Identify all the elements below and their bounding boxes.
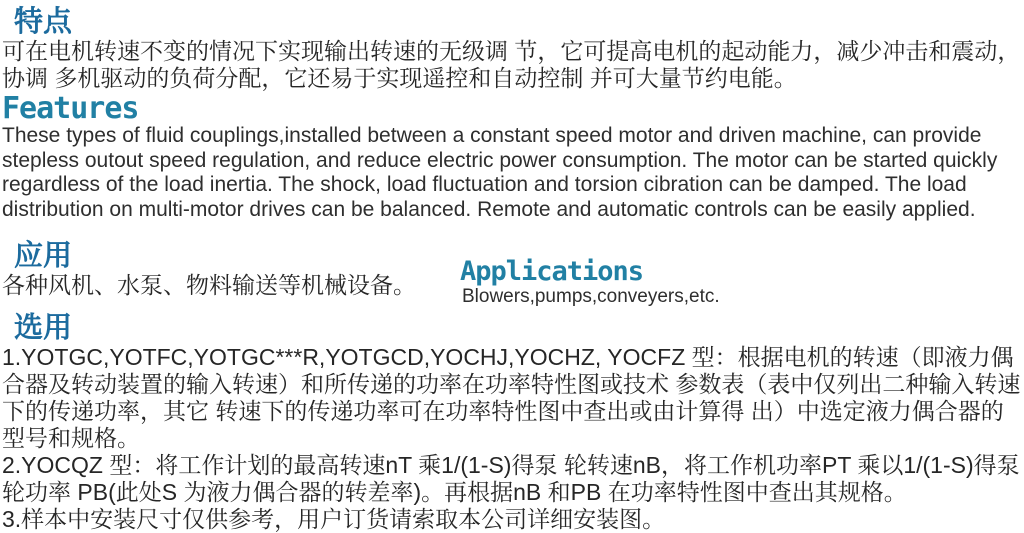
application-section [0,240,1024,307]
features-en-heading: Features [2,91,139,126]
application-en-block [460,258,722,308]
application-zh-heading: 应用 [14,240,73,272]
selection-item-3: 3.样本中安装尺寸仅供参考，用户订货请索取本公司详细安装图。 [2,506,666,532]
application-zh-text: 各种风机、水泵、物料输送等机械设备。 [2,272,416,298]
application-en-heading: Applications [460,256,644,287]
features-en-text: These types of fluid couplings,installed between a constant speed motor and driven machine, can provide stepless outout speed regulation, and reduce electric power consumption. The motor can be started quickly regardless of the load inertia. The shock, load fluctuation and torsion cibration can be damped. The load distribution on multi-motor drives can be balanced. Remote and automatic controls can be easily applied. [2,124,998,221]
selection-zh-heading: 选用 [14,312,73,344]
selection-item-1: 1.YOTGC,YOTFC,YOTGC***R,YOTGCD,YOCHJ,YOCHZ, YOCFZ 型：根据电机的转速（即液力偶合器及转动装置的输入转速）和所传递的功率在功率特性图或技术 参数表（表中仅列出二种输入转速下的传递功率，其它 转速下的传递功率可在功率特性图中查出或由计算得 出）中选定液力偶合器的型号和规格。 [2,344,1021,451]
features-zh-heading: 特点 [14,6,73,38]
application-en-text: Blowers,pumps,conveyers,etc. [462,286,720,307]
features-zh-text: 可在电机转速不变的情况下实现输出转速的无级调 节，它可提高电机的起动能力，减少冲击和震动，协调 多机驱动的负荷分配，它还易于实现遥控和自动控制 并可大量节约电能。 [2,38,1021,91]
selection-item-2: 2.YOCQZ 型：将工作计划的最高转速nT 乘1/(1-S)得泵 轮转速nB，将工作机功率PT 乘以1/(1-S)得泵轮功率 PB(此处S 为液力偶合器的转差率)。再根据nB 和PB 在功率特性图中查出其规格。 [2,452,1020,505]
